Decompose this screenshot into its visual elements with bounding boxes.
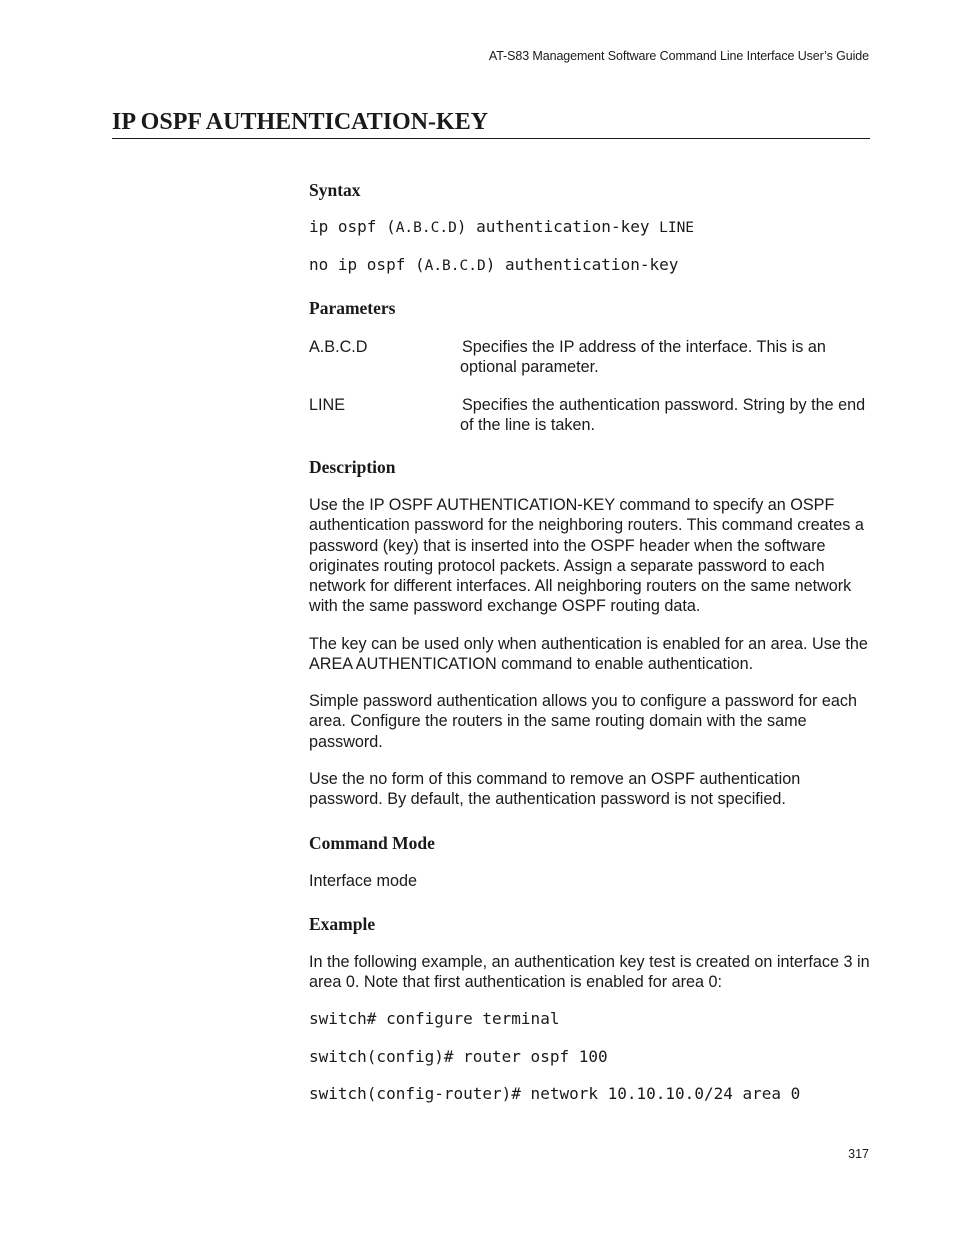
syntax-heading: Syntax: [309, 180, 361, 200]
syntax-line-1-line-arg: LINE: [659, 220, 695, 236]
example-command-1: switch# configure terminal: [309, 1009, 560, 1028]
example-command-2: switch(config)# router ospf 100: [309, 1047, 608, 1066]
syntax-line-1-end: ) authentication-key: [456, 217, 660, 236]
param-desc-line: Specifies the authentication password. String by the end of the line is taken.: [460, 396, 866, 435]
running-header: AT-S83 Management Software Command Line Interface User’s Guide: [488, 49, 869, 63]
param-name-abcd: A.B.C.D: [309, 338, 368, 356]
syntax-line-2-start: no ip ospf (: [309, 255, 425, 274]
parameters-heading: Parameters: [309, 298, 396, 318]
param-name-line: LINE: [309, 396, 345, 414]
example-heading: Example: [309, 914, 376, 934]
description-paragraph-4: Use the no form of this command to remove an OSPF authentication password. By default, the authentication password is not specified.: [309, 770, 801, 809]
syntax-line-2-arg: A.B.C.D: [424, 258, 486, 274]
syntax-line-1-arg: A.B.C.D: [395, 220, 457, 236]
syntax-line-2-end: ) authentication-key: [485, 255, 679, 274]
description-paragraph-1: Use the IP OSPF AUTHENTICATION-KEY command to specify an OSPF authentication password for the neighboring routers. This command creates a password (key) that is inserted into the OSPF header when the software originates routing protocol packets. Assign a separate password to each network for different interfaces. All neighboring routers on the same network with the same password exchange OSPF routing data.: [309, 496, 864, 616]
command-mode-text: Interface mode: [309, 872, 417, 890]
description-heading: Description: [309, 457, 396, 477]
syntax-line-1: [309, 217, 694, 238]
command-mode-heading: Command Mode: [309, 833, 435, 853]
example-intro: In the following example, an authentication key test is created on interface 3 in area 0. Note that first authentication is enabled for area 0:: [309, 953, 870, 992]
example-command-3: switch(config-router)# network 10.10.10.0/24 area 0: [309, 1084, 801, 1103]
description-paragraph-2: The key can be used only when authentication is enabled for an area. Use the AREA AUTHENTICATION command to enable authentication.: [309, 635, 868, 674]
description-paragraph-3: Simple password authentication allows you to configure a password for each area. Configure the routers in the same routing domain with the same password.: [309, 692, 857, 751]
param-desc-abcd: Specifies the IP address of the interface. This is an optional parameter.: [460, 338, 826, 377]
page-title: IP OSPF AUTHENTICATION-KEY: [112, 108, 870, 139]
syntax-line-1-start: ip ospf (: [309, 217, 396, 236]
page-number: 317: [848, 1147, 869, 1161]
syntax-line-2: [309, 255, 678, 276]
